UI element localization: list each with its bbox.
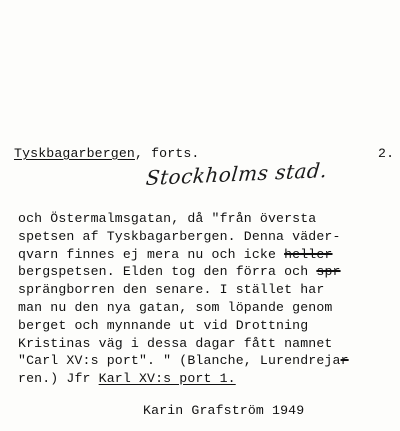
body-line: berget och mynnande ut vid Drottning [18, 317, 309, 333]
heading-suffix: , forts. [134, 146, 200, 161]
heading-title: Tyskbagarbergen [14, 146, 135, 161]
body-line [18, 263, 400, 281]
handwritten-note: Stockholms stad. [144, 158, 329, 191]
struck-text: heller [284, 246, 333, 262]
body-line-text: ren.) Jfr [18, 371, 99, 387]
card-heading [14, 146, 199, 161]
signature: Karin Grafström 1949 [143, 403, 305, 418]
struck-text: spr [316, 264, 341, 280]
body-line: Kristinas väg i dessa dagar fått namnet [18, 335, 333, 351]
body-line: man nu den nya gatan, som löpande genom [18, 299, 333, 315]
body-text [18, 210, 400, 388]
body-line [18, 370, 400, 388]
body-line: sprängborren den senare. I stället har [18, 282, 325, 298]
cross-reference: Karl XV:s port 1. [98, 371, 236, 387]
struck-text: r [340, 353, 349, 369]
body-line [18, 352, 400, 370]
body-line: och Östermalmsgatan, då "från översta [18, 211, 317, 226]
body-line-text: "Carl XV:s port". " (Blanche, Lurendreja [18, 353, 341, 369]
body-line-text: qvarn finnes ej mera nu och icke [18, 246, 285, 262]
page-number: 2. [378, 146, 395, 161]
body-line: spetsen af Tyskbagarbergen. Denna väder- [18, 228, 341, 244]
body-line-text: bergspetsen. Elden tog den förra och [18, 264, 317, 280]
body-line [18, 246, 400, 264]
